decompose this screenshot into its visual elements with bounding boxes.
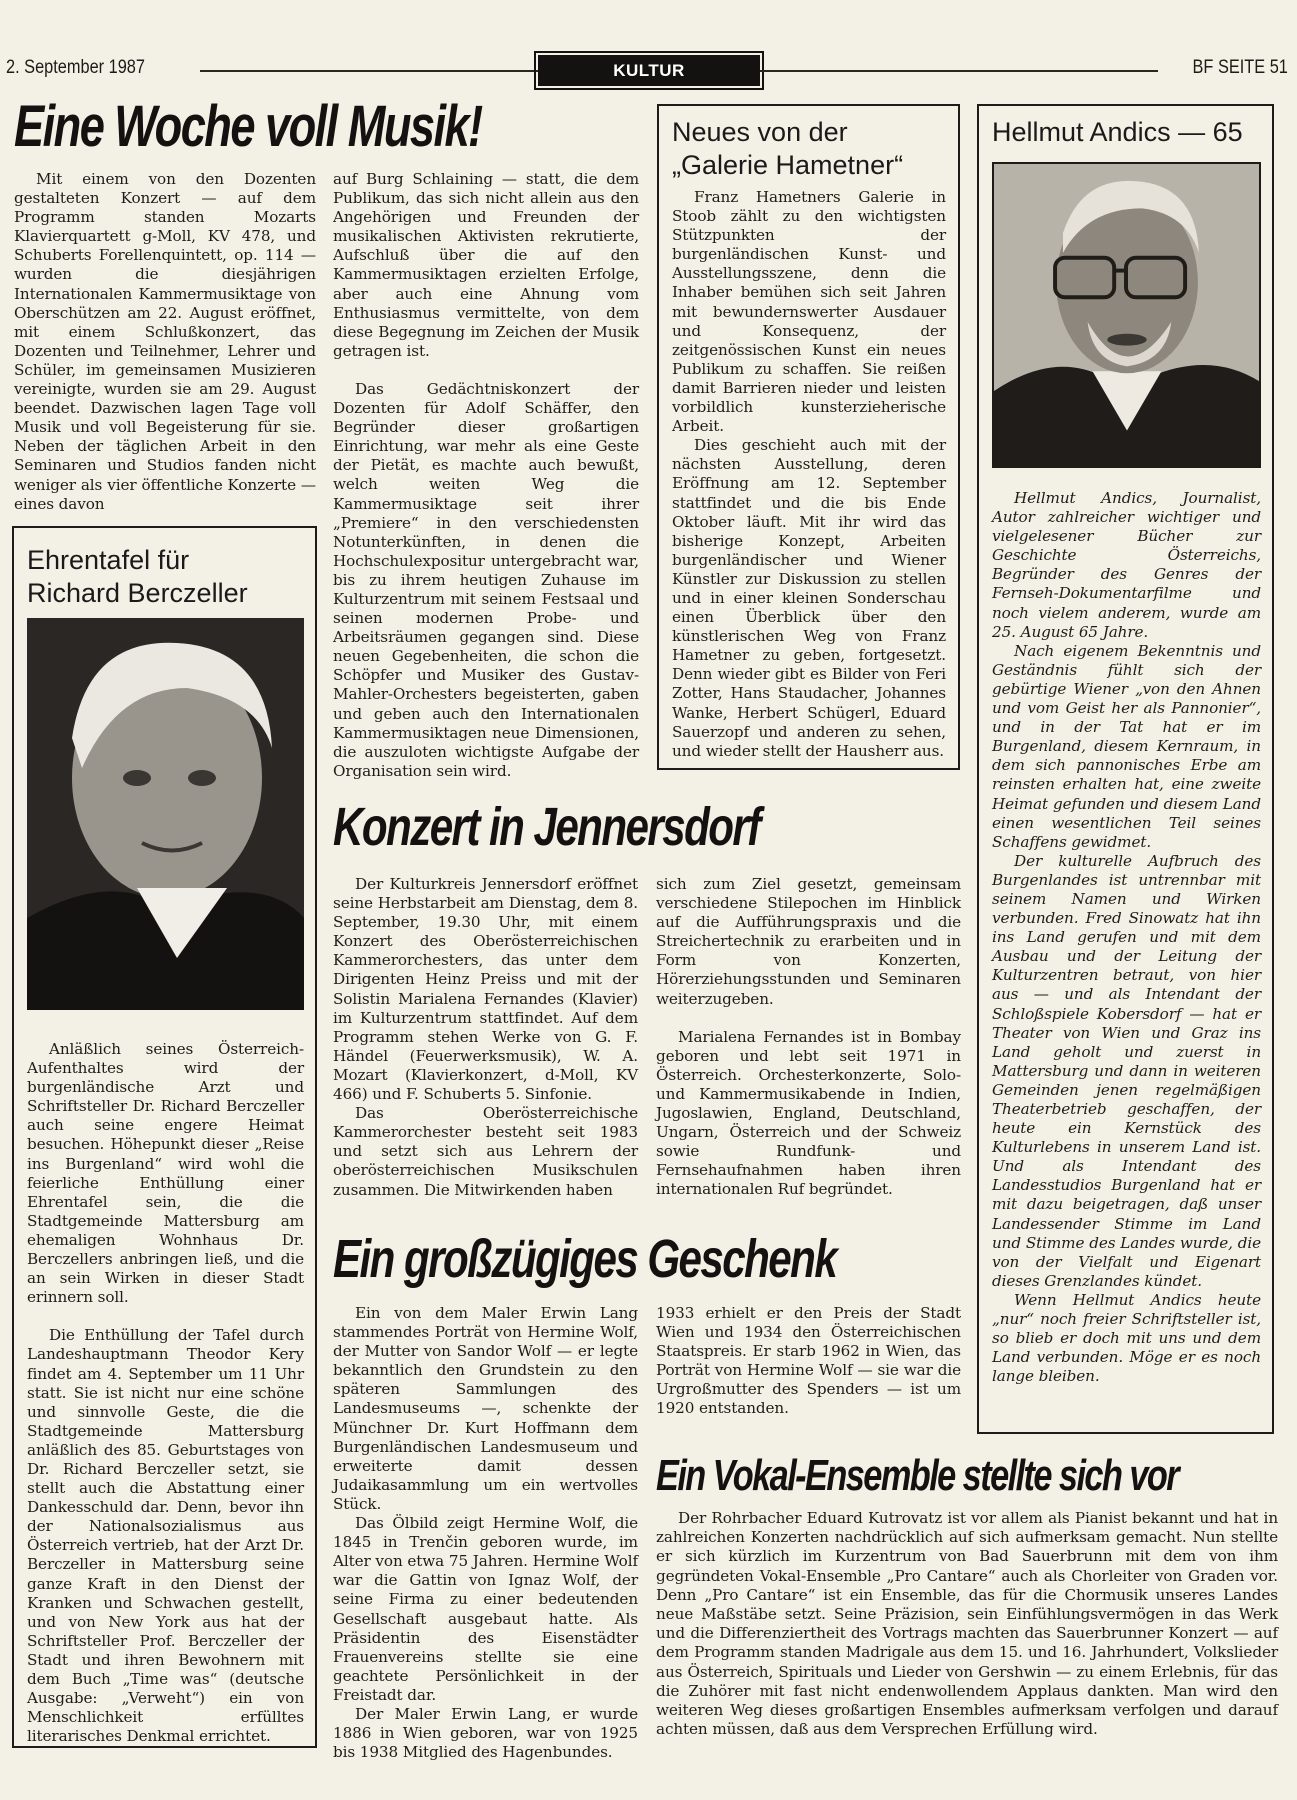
- paragraph: sich zum Ziel gesetzt, gemeinsam verschiedene Stilepochen im Hinblick auf die Aufführungspraxis und die Streichertechnik zu erarbeiten und in Form von Konzerten, Hörerziehungsstunden und Seminaren weiterzugeben.: [656, 875, 961, 1008]
- paragraph: Mit einem von den Dozenten gestalteten Konzert — auf dem Programm standen Mozarts Klavierquartett g-Moll, KV 478, und Schuberts Forellenquintett, op. 114 — wurden die diesjährigen Internationalen Kammermusiktage von Oberschützen am 22. August eröffnet, mit einem Schlußkonzert, das Dozenten und Teilnehmer, Lehrer und Schüler, im gemeinsamen Musizieren vereinigte, wurden sie am 29. August beendet. Dazwischen lagen Tage voll Musik und voll Begeisterung für sie. Neben der täglichen Arbeit in den Seminaren und Studios fanden nicht weniger als vier öffentliche Konzerte — eines davon: [14, 170, 316, 513]
- article-andics-body: [992, 489, 1261, 1386]
- headline-galerie: [672, 116, 903, 182]
- paragraph: Die Enthüllung der Tafel durch Landeshauptmann Theodor Kery findet am 4. September um 11 Uhr statt. Sie ist nicht nur eine schöne und sinnvolle Geste, die die Stadtgemeinde Mattersburg anläßlich des 85. Geburtstages von Dr. Richard Berczeller setzt, sie stellt auch die Abstattung einer Dankesschuld dar. Denn, bevor ihn der Nationalsozialismus aus Österreich vertrieb, hat der Arzt Dr. Berczeller in Mattersburg seine ganze Kraft in den Dienst der Kranken und Schwachen gestellt, und von New York aus hat der Schriftsteller Prof. Berczeller der Stadt und ihren Bewohnern mit dem Buch „Time was“ (deutsche Ausgabe: „Verweht“) ein von Menschlichkeit erfülltes literarisches Denkmal errichtet.: [27, 1326, 304, 1746]
- header-rule-left: [200, 70, 538, 72]
- headline-line: Ehrentafel für: [27, 545, 190, 575]
- header-rule-right: [760, 70, 1158, 72]
- paragraph: Das Oberösterreichische Kammerorchester besteht seit 1983 und setzt sich aus Lehrern der oberösterreichischen Musikschulen zusammen. Die Mitwirkenden haben: [333, 1104, 638, 1199]
- paragraph: Anläßlich seines Österreich-Aufenthaltes wird der burgenländische Arzt und Schriftsteller Dr. Richard Berczeller auch seine engere Heimat besuchen. Höhepunkt dieser „Reise ins Burgenland“ wird wohl die feierliche Enthüllung einer Ehrentafel sein, die die Stadtgemeinde Mattersburg am ehemaligen Wohnhaus Dr. Berczellers anbringen ließ, und die an sein Wirken in dieser Stadt erinnern soll.: [27, 1040, 304, 1307]
- headline-line: Neues von der: [672, 117, 848, 147]
- paragraph: Wenn Hellmut Andics heute „nur“ noch freier Schriftsteller ist, so blieb er doch mit uns und dem Land verbunden. Möge er es noch lange bleiben.: [992, 1290, 1261, 1386]
- article-jennersdorf-col2: [656, 875, 961, 1200]
- headline-line: Richard Berczeller: [27, 578, 248, 608]
- paragraph: Nach eigenem Bekenntnis und Geständnis fühlt sich der gebürtige Wiener „von den Ahnen und vom Geist her als Pannonier“, und in der Tat hat er im Burgenland, diesem Kernraum, in dem sich pannonisches Erbe am reinsten erhalten hat, eine zweite Heimat gefunden und diesem Land einen wesentlichen Teil seines Schaffens gewidmet.: [992, 641, 1261, 851]
- paragraph: Das Ölbild zeigt Hermine Wolf, die 1845 in Trenčin geboren wurde, im Alter von etwa 75 Jahren. Hermine Wolf war die Gattin von Ignaz Wolf, der seine Firma zu einer bedeutenden Gesellschaft ausgebaut hatte. Als Präsidentin des Eisenstädter Frauenvereins stellte sie eine geachtete Persönlichkeit in der Freistadt dar.: [333, 1514, 638, 1704]
- headline-woche: Eine Woche voll Musik!: [14, 94, 482, 159]
- paragraph: Hellmut Andics, Journalist, Autor zahlreicher wichtiger und vielgelesener Bücher zur Geschichte Österreichs, Begründer des Genres der Fernseh-Dokumentarfilme und noch vielem anderem, wurde am 25. August 65 Jahre.: [992, 489, 1261, 641]
- portrait-image: [994, 164, 1259, 466]
- article-galerie-body: [672, 188, 946, 761]
- paragraph: Der Kulturkreis Jennersdorf eröffnet seine Herbstarbeit am Dienstag, dem 8. September, 19.30 Uhr, mit einem Konzert des Oberösterreichischen Kammerorchesters, das unter dem Dirigenten Heinz Preiss und mit der Solistin Marialena Fernandes (Klavier) im Kulturzentrum stattfindet. Auf dem Programm stehen Werke von G. F. Händel (Feuerwerksmusik), W. A. Mozart (Klavierkonzert, d-Moll, KV 466) und F. Schuberts 5. Sinfonie.: [333, 875, 638, 1104]
- article-woche-col2: [333, 170, 639, 781]
- section-label: KULTUR: [538, 55, 760, 86]
- paragraph: Der Maler Erwin Lang, er wurde 1886 in Wien geboren, war von 1925 bis 1938 Mitglied des Hagenbundes.: [333, 1704, 638, 1762]
- article-andics-box: [977, 104, 1274, 1434]
- paragraph: Das Gedächtniskonzert der Dozenten für Adolf Schäffer, den Begründer dieser großartigen Einrichtung, war mehr als eine Geste der Pietät, es machte auch bewußt, welch weiten Weg die Kammermusiktage seit ihrer „Premiere“ in den verschiedensten Notunterkünften, in denen die Hochschulexpositur untergebracht war, bis zu ihrem heutigen Zuhause im Kulturzentrum mit seinem Festsaal und seinen modernen Probe- und Arbeitsräumen gegangen sind. Diese neuen Gegebenheiten, die schon die Schöpfer und Musiker des Gustav-Mahler-Orchesters begeisterten, gaben und geben auch den Internationalen Kammermusiktagen neue Dimensionen, die auszuloten wichtigste Aufgabe der Organisation sein wird.: [333, 379, 639, 780]
- article-jennersdorf-col1: [333, 875, 638, 1200]
- article-woche-col1: [14, 170, 316, 514]
- article-berczeller-body: [27, 1040, 304, 1746]
- article-galerie-box: [657, 104, 960, 770]
- paragraph: Franz Hametners Galerie in Stoob zählt zu den wichtigsten Stützpunkten der burgenländischen Kunst- und Ausstellungsszene, denn die Inhaber bemühen sich seit Jahren mit bewundernswerter Ausdauer und Konsequenz, der zeitgenössischen Kunst ein neues Publikum zu schaffen. Sie reißen damit Barrieren nieder und leisten vorbildlich kunsterzieherische Arbeit.: [672, 188, 946, 436]
- headline-andics: Hellmut Andics — 65: [992, 117, 1243, 147]
- article-geschenk-col1: [333, 1304, 638, 1762]
- headline-line: „Galerie Hametner“: [672, 150, 904, 180]
- page-number: BF SEITE 51: [1192, 57, 1288, 78]
- paragraph: Der Rohrbacher Eduard Kutrovatz ist vor allem als Pianist bekannt und hat in zahlreichen Konzerten nachdrücklich auf sich aufmerksam gemacht. Nun stellte er sich kürzlich im Kurzentrum von Bad Sauerbrunn mit dem von ihm gegründeten Vokal-Ensemble „Pro Cantare“ auch als Chorleiter von Graden vor. Denn „Pro Cantare“ ist ein Ensemble, das für die Chormusik unseres Landes neue Maßstäbe setzt. Seine Präzision, sein Einfühlungsvermögen in das Werk und die Differenziertheit des Vortrags machten das Sauerbrunner Konzert — auf dem Programm standen Madrigale aus dem 15. und 16. Jahrhundert, Volkslieder aus Österreich, Spirituals und Lieder von Gershwin — zu einem Erlebnis, für das die Zuhörer mit fast nicht endenwollendem Applaus dankten. Man wird den weiteren Weg dieses großartigen Ensembles aufmerksam verfolgen und darauf achten müssen, daß aus dem Versprechen Erfüllung wird.: [656, 1509, 1278, 1739]
- headline-berczeller: [27, 544, 248, 610]
- article-geschenk-col2: [656, 1304, 961, 1419]
- article-vokal-body: [656, 1509, 1278, 1739]
- paragraph: 1933 erhielt er den Preis der Stadt Wien und 1934 den Österreichischen Staatspreis. Er starb 1962 in Wien, das Porträt von Hermine Wolf — sie war die Urgroßmutter des Spenders — ist um 1920 entstanden.: [656, 1304, 961, 1418]
- berczeller-photo: [27, 618, 304, 1010]
- paragraph: Dies geschieht auch mit der nächsten Ausstellung, deren Eröffnung am 12. September stattfindet und die bis Ende Oktober läuft. Mit ihr wird das bisherige Konzept, Arbeiten burgenländischer und Wiener Künstler zur Diskussion zu stellen und in einer kleinen Sonderschau einen Überblick über den künstlerischen Weg von Franz Hametner zu geben, fortgesetzt. Denn wieder gibt es Bilder von Feri Zotter, Hans Staudacher, Johannes Wanke, Herbert Schügerl, Eduard Sauerzopf und anderen zu sehen, und wieder stellt der Hausherr aus.: [672, 436, 946, 760]
- paragraph: Marialena Fernandes ist in Bombay geboren und lebt seit 1971 in Österreich. Orchesterkonzerte, Solo- und Kammermusikabende in Indien, Jugoslawien, England, Deutschland, Ungarn, Österreich und der Schweiz sowie Rundfunk- und Fernsehaufnahmen haben ihren internationalen Ruf begründet.: [656, 1027, 961, 1199]
- andics-photo: [992, 162, 1261, 468]
- headline-jennersdorf: Konzert in Jennersdorf: [333, 797, 760, 857]
- paragraph: Der kulturelle Aufbruch des Burgenlandes ist untrennbar mit seinem Namen und Wirken verbunden. Fred Sinowatz hat ihn ins Land gerufen und mit dem Ausbau und der Leitung der Kulturzentren betraut, von hier aus — und als Intendant der Schloßspiele Kobersdorf — hat er Theater von Wien und Graz ins Land geholt und zuerst in Mattersburg und dann in weiteren Gemeinden jenen regelmäßigen Theaterbetrieb geschaffen, der heute ein Kernstück des Kulturlebens in unserem Land ist. Und als Intendant des Landesstudios Burgenland hat er mit dazu beigetragen, daß unser Landessender Stimme im Land und Stimme des Landes wurde, die von der Vielfalt und Eigenart dieses Grenzlandes kündet.: [992, 851, 1261, 1290]
- article-berczeller-box: [12, 526, 317, 1748]
- paragraph: auf Burg Schlaining — statt, die dem Publikum, das sich nicht allein aus den Angehörigen und Freunden der musikalischen Aktivisten rekrutierte, Aufschluß über die auf den Kammermusiktagen erzielten Erfolge, aber auch eine Ahnung vom Enthusiasmus vermittelte, von dem diese Begegnung im Zeichen der Musik getragen ist.: [333, 170, 639, 360]
- issue-date: 2. September 1987: [6, 57, 145, 78]
- portrait-image: [27, 618, 304, 1010]
- headline-geschenk: Ein großzügiges Geschenk: [333, 1229, 837, 1289]
- paragraph: Ein von dem Maler Erwin Lang stammendes Porträt von Hermine Wolf, der Mutter von Sandor Wolf — er legte bekanntlich den Grundstein zu den späteren Sammlungen des Landesmuseums —, schenkte der Münchner Dr. Kurt Hoffmann dem Burgenländischen Landesmuseum und erweiterte damit dessen Judaikasammlung um ein wertvolles Stück.: [333, 1304, 638, 1513]
- headline-vokal: Ein Vokal-Ensemble stellte sich vor: [656, 1451, 1179, 1500]
